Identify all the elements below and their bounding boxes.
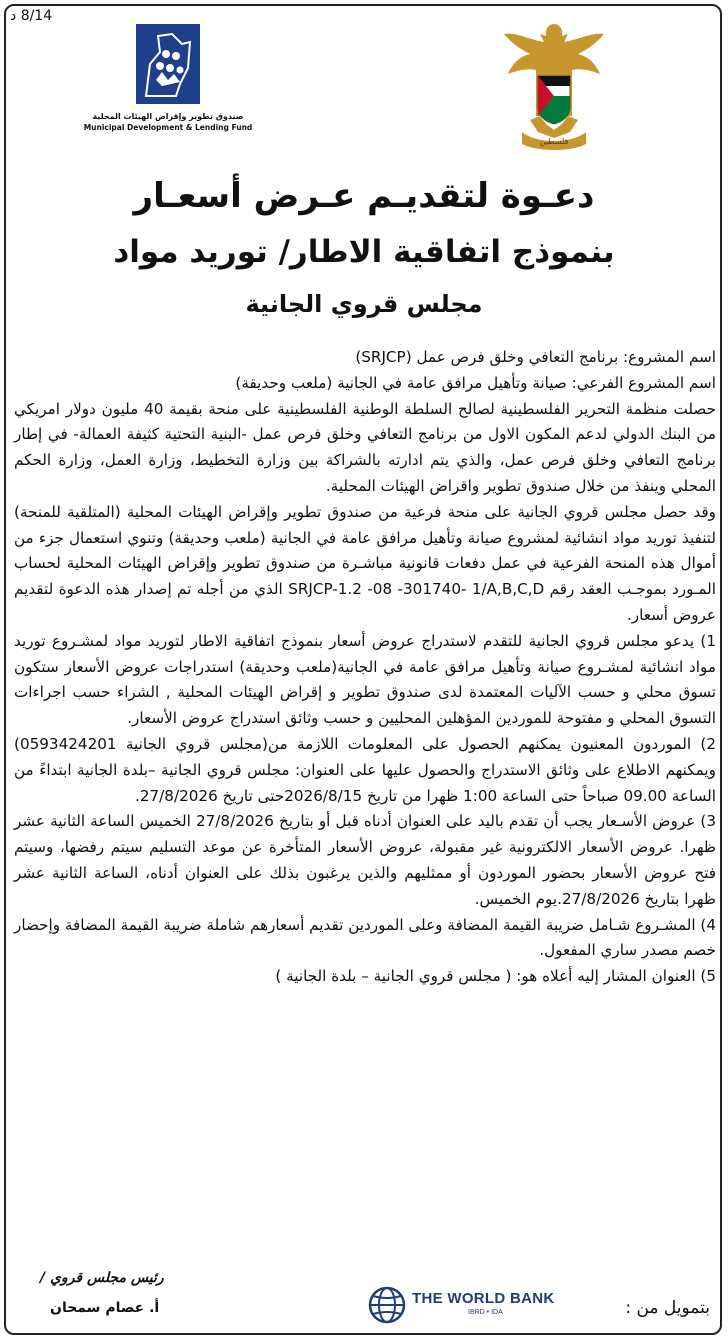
title-line-1: دعـوة لتقديـم عـرض أسعـار <box>133 176 595 216</box>
world-bank-sub: IBRD • IDA <box>468 1309 503 1316</box>
subproject-name: اسم المشروع الفرعي: صيانة وتأهيل مرافق عامة في الجانية (ملعب وحديقة) <box>235 373 716 392</box>
clause-1: 1) يدعو مجلس قروي الجانية للتقدم لاستدراج عروض أسعار بنموذج اتفاقية الاطار لتوريد مواد لمشـروع توريد مواد انشائية لمشـروع صيانة وتأهيل مرافق عامة في الجانية(ملعب وحديقة) استدراجات عروض الأسعار ستكون تسوق محلي و حسب الآليات المعتمدة لدى صندوق تطوير و إقراض الهيئات المحلية , الشراء حسب اجراءات التسوق المحلي و مفتوحة للموردين المؤهلين المحليين و حسب وثائق استدراج عروض الأسعار. <box>14 631 716 728</box>
mdlf-logo-icon <box>136 24 200 104</box>
clause-5: 5) العنوان المشار إليه أعلاه هو: ( مجلس قروي الجانية – بلدة الجانية ) <box>275 967 716 986</box>
world-bank-logo <box>360 1282 570 1326</box>
mdlf-name-en: Municipal Development & Lending Fund <box>83 123 253 132</box>
emblem-inscription: فلسطين <box>539 137 569 146</box>
grant-paragraph: حصلت منظمة التحرير الفلسطينية لصالح السلطة الوطنية الفلسطينية على منحة بقيمة 40 مليون دولار امريكي من البنك الدولي لدعم المكون الاول من برنامج التعافي وخلق فرص عمل -البنية التحتية كثيفة العمالة- في إطار برنامج التعافي وخلق فرص عمل، والذي يتم ادارته بالشراكة بين وزارة التخطيط، وزارة العمل، وزارة الحكم المحلي وينفذ من خلال صندوق تطوير واقراض الهيئات المحلية. <box>14 399 716 495</box>
page-number: 8/14 د <box>10 8 53 24</box>
clause-4: 4) المشـروع شـامل ضريبة القيمة المضافة وعلى الموردين تقديم أسعارهم شاملة ضريبة القيمة المضافة وإحضار خصم مصدر ساري المفعول. <box>14 915 716 960</box>
title-line-2: بنموذج اتفاقية الاطار/ توريد مواد <box>113 234 615 270</box>
signature-title: رئيس مجلس قروي / <box>40 1270 164 1286</box>
clause-3: 3) عروض الأسـعار يجب أن تقدم باليد على العنوان أدناه قبل أو بتاريخ 27/8/2026 الخميس الساعة الثانية عشر ظهرا. عروض الأسعار الالكترونية غير مقبولة، عروض الأسعار المتأخرة عن موعد التسليم سيتم رفضها، وسيتم فتح عروض الأسعار بحضور الموردون أو ممثليهم والذين يرغبون بذلك على العنوان أدناه، الساعة الثانية عشر ظهرا بتاريخ 27/8/2026.يوم الخميس. <box>14 812 716 908</box>
mdlf-name <box>76 112 260 132</box>
world-bank-globe-icon <box>368 1286 406 1324</box>
announcement-body <box>14 345 716 990</box>
clause-2: 2) الموردون المعنيون يمكنهم الحصول على المعلومات اللازمة من(مجلس قروي الجانية 0593424201) ويمكنهم الاطلاع على وثائق الاستدراج والحصول عليها على العنوان: مجلس قروي الجانية –بلدة الجانية ابتداءً من الساعة 09.00 صباحاً حتى الساعة 1:00 ظهرا من تاريخ 2026/8/15حتى تاريخ 27/8/2026. <box>14 734 716 805</box>
palestine-emblem-icon <box>500 20 608 152</box>
project-name: اسم المشروع: برنامج التعافي وخلق فرص عمل (SRJCP) <box>355 348 716 366</box>
mdlf-name-ar: صندوق تطوير وإقراض الهيئات المحلية <box>92 112 244 121</box>
funding-label: بتمويل من : <box>625 1298 710 1318</box>
title-line-3: مجلس قروي الجانية <box>245 290 483 318</box>
subgrant-paragraph: وقد حصل مجلس قروي الجانية على منحة فرعية من صندوق تطوير وإقراض الهيئات المحلية (المتلقية للمنحة) لتنفيذ توريد مواد انشائية لمشروع صيانة وتأهيل مرافق عامة في الجانية (ملعب وحديقة) وتنوي استعمال جزء من أموال هذه المنحة الفرعية في عمل دفعات قانونية مباشـرة من صندوق تطوير وإقراض الهيئات المحلية لحساب المـورد بموجـب العقد رقم SRJCP-1.2 -08 -301740- 1/A,B,C,D الذي من أجله تم إصدار هذه الدعوة لتقديم عروض أسعار. <box>14 502 716 624</box>
world-bank-name: THE WORLD BANK <box>412 1290 555 1307</box>
signature-name: أ. عصام سمحان <box>50 1300 160 1316</box>
